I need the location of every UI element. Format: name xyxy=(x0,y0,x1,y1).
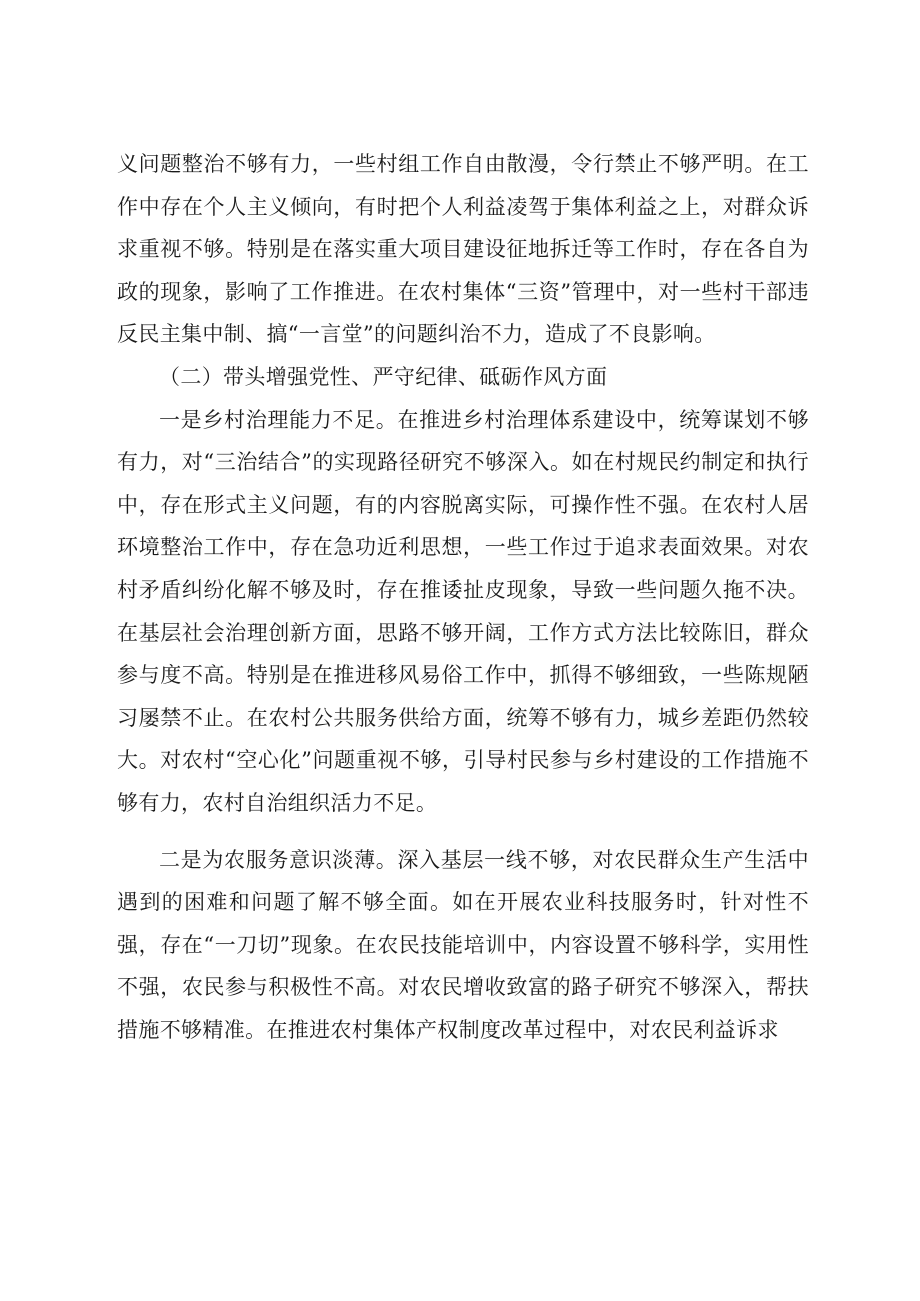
paragraph-service: 二是为农服务意识淡薄。深入基层一线不够，对农民群众生产生活中遇到的困难和问题了解不够全面。如在开展农业科技服务时，针对性不强，存在“一刀切”现象。在农民技能培训中，内容设置不够科学，实用性不强，农民参与积极性不高。对农民增收致富的路子研究不够深入，帮扶措施不够精准。在推进农村集体产权制度改革过程中，对农民利益诉求 xyxy=(117,847,809,1042)
paragraph-continued: 义问题整治不够有力，一些村组工作自由散漫，令行禁止不够严明。在工作中存在个人主义倾向，有时把个人利益凌驾于集体利益之上，对群众诉求重视不够。特别是在落实重大项目建设征地拆迁等工作时，存在各自为政的现象，影响了工作推进。在农村集体“三资”管理中，对一些村干部违反民主集中制、搞“一言堂”的问题纠治不力，造成了不良影响。 xyxy=(117,152,809,347)
document-body xyxy=(117,143,809,1051)
paragraph-governance: 一是乡村治理能力不足。在推进乡村治理体系建设中，统筹谋划不够有力，对“三治结合”的实现路径研究不够深入。如在村规民约制定和执行中，存在形式主义问题，有的内容脱离实际，可操作性不强。在农村人居环境整治工作中，存在急功近利思想，一些工作过于追求表面效果。对农村矛盾纠纷化解不够及时，存在推诿扯皮现象，导致一些问题久拖不决。在基层社会治理创新方面，思路不够开阔，工作方式方法比较陈旧，群众参与度不高。特别是在推进移风易俗工作中，抓得不够细致，一些陈规陋习屡禁不止。在农村公共服务供给方面，统筹不够有力，城乡差距仍然较大。对农村“空心化”问题重视不够，引导村民参与乡村建设的工作措施不够有力，农村自治组织活力不足。 xyxy=(117,407,809,815)
section-heading: （二）带头增强党性、严守纪律、砥砺作风方面 xyxy=(159,364,608,389)
